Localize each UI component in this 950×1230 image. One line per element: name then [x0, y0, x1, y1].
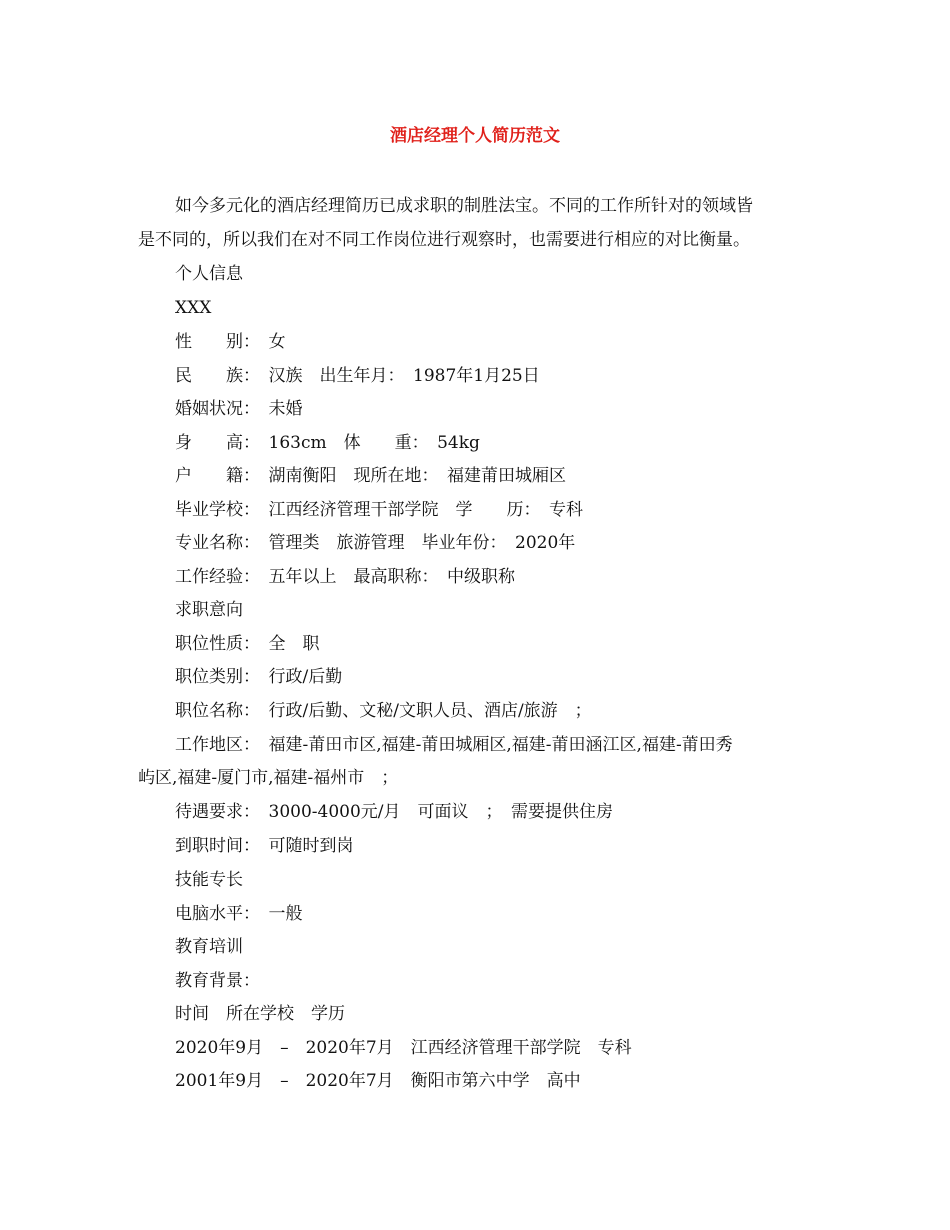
intro-paragraph-line-1: 如今多元化的酒店经理简历已成求职的制胜法宝。不同的工作所针对的领域皆 — [175, 196, 753, 216]
experience-title-line: 工作经验： 五年以上 最高职称： 中级职称 — [175, 567, 515, 587]
work-area-line-2: 屿区,福建-厦门市,福建-福州市 ； — [138, 768, 399, 788]
major-graduation-line: 专业名称： 管理类 旅游管理 毕业年份： 2020年 — [175, 533, 576, 553]
section-heading-personal: 个人信息 — [175, 264, 243, 284]
section-heading-intention: 求职意向 — [175, 600, 243, 620]
education-background-label: 教育背景： — [175, 971, 260, 991]
education-row: 2020年9月 – 2020年7月 江西经济管理干部学院 专科 — [175, 1038, 632, 1058]
hukou-location-line: 户 籍： 湖南衡阳 现所在地： 福建莆田城厢区 — [175, 466, 566, 486]
intro-paragraph-line-2: 是不同的，所以我们在对不同工作岗位进行观察时，也需要进行相应的对比衡量。 — [138, 230, 750, 250]
job-category-line: 职位类别： 行政/后勤 — [175, 667, 343, 687]
document-title: 酒店经理个人简历范文 — [390, 126, 560, 146]
ethnicity-birth-line: 民 族： 汉族 出生年月： 1987年1月25日 — [175, 366, 540, 386]
work-area-line-1: 工作地区： 福建-莆田市区,福建-莆田城厢区,福建-莆田涵江区,福建-莆田秀 — [175, 735, 733, 755]
section-heading-education: 教育培训 — [175, 937, 243, 957]
position-names-line: 职位名称： 行政/后勤、文秘/文职人员、酒店/旅游 ； — [175, 701, 592, 721]
job-nature-line: 职位性质： 全 职 — [175, 634, 320, 654]
education-columns-line: 时间 所在学校 学历 — [175, 1004, 345, 1024]
gender-line: 性 别： 女 — [175, 332, 286, 352]
salary-line: 待遇要求： 3000-4000元/月 可面议 ； 需要提供住房 — [175, 802, 613, 822]
school-degree-line: 毕业学校： 江西经济管理干部学院 学 历： 专科 — [175, 500, 583, 520]
height-weight-line: 身 高： 163cm 体 重： 54kg — [175, 433, 480, 453]
marital-line: 婚姻状况： 未婚 — [175, 399, 303, 419]
name-value: XXX — [175, 298, 212, 318]
education-row: 2001年9月 – 2020年7月 衡阳市第六中学 高中 — [175, 1071, 581, 1091]
section-heading-skills: 技能专长 — [175, 870, 243, 890]
start-time-line: 到职时间： 可随时到岗 — [175, 836, 354, 856]
computer-level-line: 电脑水平： 一般 — [175, 904, 303, 924]
